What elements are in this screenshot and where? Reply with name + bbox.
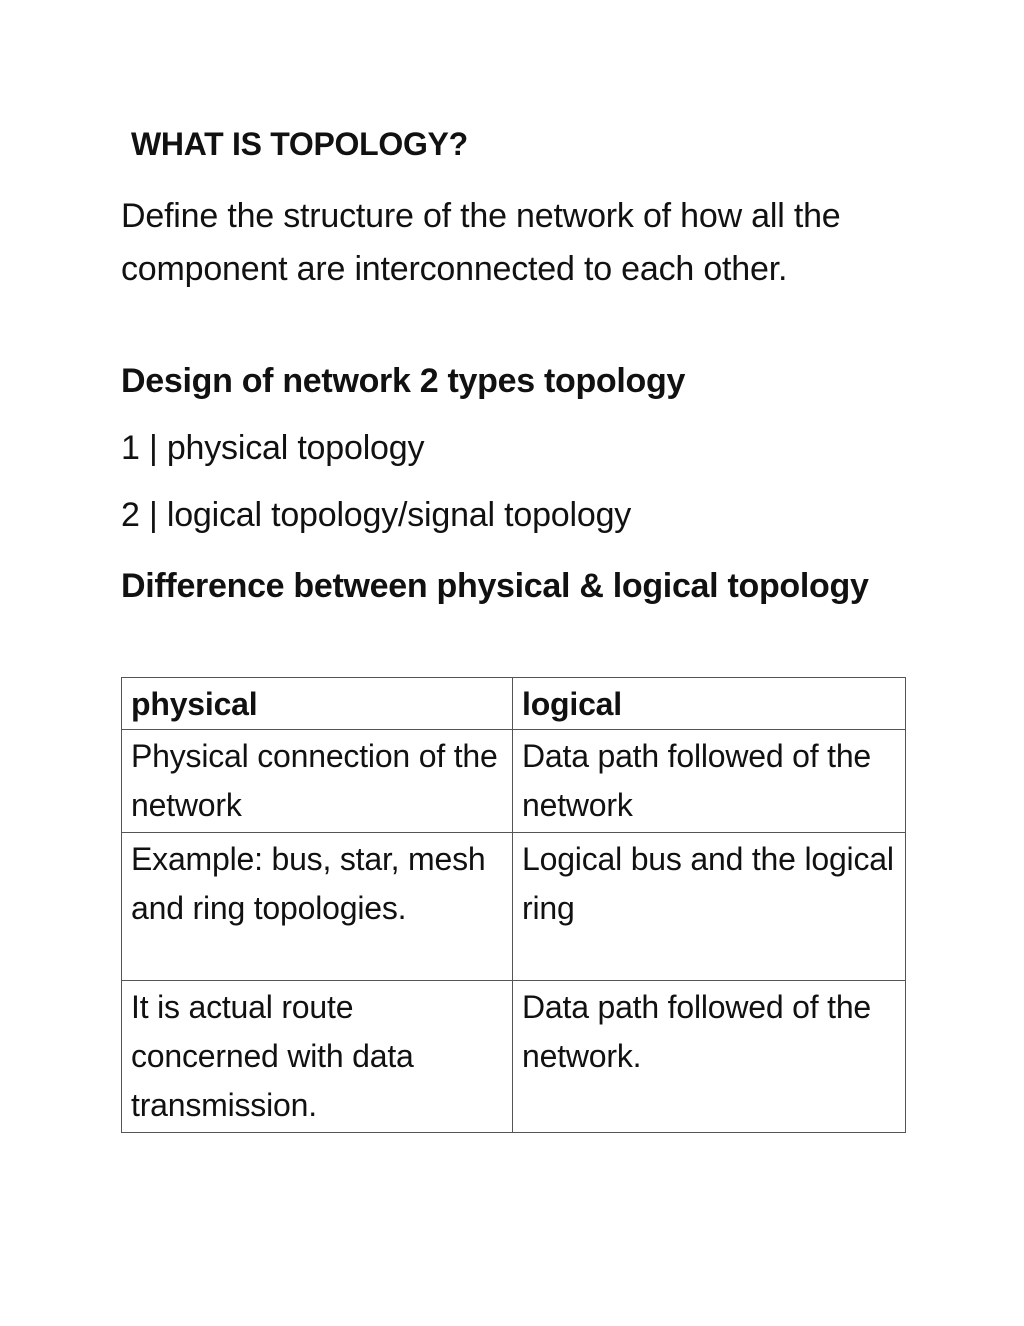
table-cell: Example: bus, star, mesh and ring topologies. <box>122 833 513 981</box>
topology-type-physical: 1 | physical topology <box>121 429 425 467</box>
topology-type-logical: 2 | logical topology/signal topology <box>121 496 632 534</box>
design-subheading: Design of network 2 types topology <box>121 362 686 400</box>
table-cell: Physical connection of the network <box>122 730 513 833</box>
page-title: WHAT IS TOPOLOGY? <box>131 126 468 162</box>
comparison-table <box>121 677 906 1133</box>
definition-paragraph: Define the structure of the network of how all the component are interconnected to each other. <box>121 197 841 288</box>
table-cell: Data path followed of the network <box>513 730 906 833</box>
table-cell: Logical bus and the logical ring <box>513 833 906 981</box>
difference-heading: Difference between physical & logical topology <box>121 567 869 605</box>
table-row <box>122 981 906 1133</box>
column-header-physical: physical <box>122 678 513 730</box>
table-cell: Data path followed of the network. <box>513 981 906 1133</box>
table-cell: It is actual route concerned with data transmission. <box>122 981 513 1133</box>
column-header-logical: logical <box>513 678 906 730</box>
table-header-row <box>122 678 906 730</box>
table-row <box>122 730 906 833</box>
table-row <box>122 833 906 981</box>
